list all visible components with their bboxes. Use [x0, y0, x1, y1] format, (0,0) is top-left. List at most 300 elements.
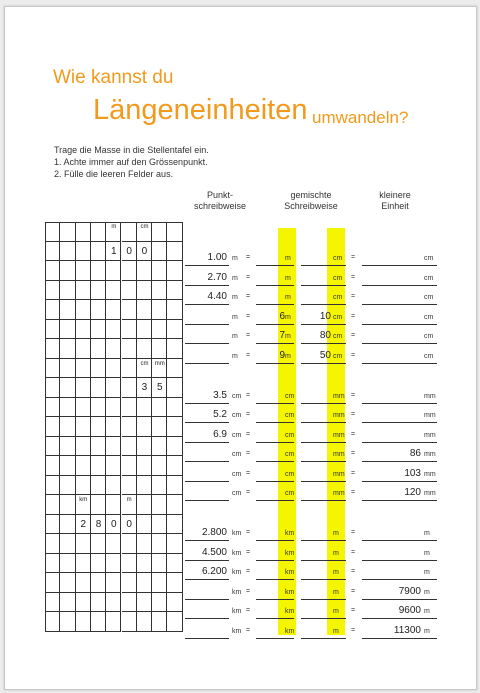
small-unit-answer-line[interactable] — [362, 540, 437, 541]
grid-cell[interactable] — [152, 398, 167, 418]
mixed-a-answer-line[interactable] — [256, 324, 294, 325]
grid-cell[interactable] — [167, 281, 182, 301]
grid-cell[interactable] — [167, 476, 182, 496]
mixed-b-unit: m — [333, 608, 339, 615]
instruction-3: 2. Fülle die leeren Felder aus. — [54, 169, 174, 179]
grid-cell[interactable] — [137, 437, 152, 457]
grid-cell[interactable] — [106, 534, 121, 554]
grid-cell[interactable] — [45, 612, 60, 632]
grid-cell[interactable] — [106, 476, 121, 496]
mixed-a-unit: cm — [285, 392, 295, 400]
grid-cell[interactable] — [122, 398, 137, 418]
grid-cell[interactable] — [106, 261, 121, 281]
grid-cell[interactable] — [76, 339, 91, 359]
grid-cell[interactable] — [152, 554, 167, 574]
grid-cell[interactable] — [45, 495, 60, 515]
grid-cell[interactable] — [106, 612, 121, 632]
grid-cell[interactable] — [152, 612, 167, 632]
mixed-a-answer-line[interactable] — [256, 304, 294, 305]
grid-cell[interactable] — [60, 281, 75, 301]
punkt-value: 2.800 — [201, 527, 227, 538]
equals-sign-1: = — [246, 587, 251, 595]
grid-cell[interactable] — [76, 378, 91, 398]
grid-cell[interactable] — [167, 515, 182, 535]
grid-cell[interactable] — [76, 281, 91, 301]
grid-cell[interactable] — [60, 573, 75, 593]
grid-cell[interactable] — [152, 222, 167, 242]
grid-cell[interactable] — [106, 554, 121, 574]
grid-cell[interactable] — [106, 359, 121, 379]
grid-cell[interactable] — [167, 398, 182, 418]
mixed-a-answer-line[interactable] — [256, 599, 294, 600]
grid-cell[interactable] — [60, 261, 75, 281]
mixed-a-unit: km — [285, 549, 295, 557]
mixed-a-value: 9 — [279, 349, 285, 361]
grid-cell[interactable] — [137, 554, 152, 574]
header-kleiner-line1: kleinere — [379, 190, 411, 200]
punkt-answer-line[interactable] — [185, 265, 229, 266]
grid-cell[interactable] — [167, 456, 182, 476]
grid-cell[interactable] — [60, 398, 75, 418]
grid-cell[interactable] — [45, 476, 60, 496]
mixed-b-answer-line[interactable] — [301, 579, 346, 580]
grid-cell[interactable] — [76, 242, 91, 262]
grid-cell[interactable] — [76, 612, 91, 632]
grid-cell[interactable] — [137, 261, 152, 281]
grid-cell[interactable] — [122, 534, 137, 554]
punkt-value: 6.9 — [213, 428, 227, 440]
grid-cell[interactable] — [137, 515, 152, 535]
grid-cell[interactable] — [152, 573, 167, 593]
grid-digit: 8 — [95, 518, 102, 530]
grid-cell[interactable] — [60, 339, 75, 359]
small-unit-answer-line[interactable] — [362, 422, 437, 423]
small-unit-answer-line[interactable] — [362, 500, 437, 501]
punkt-answer-line[interactable] — [185, 560, 229, 561]
mixed-a-unit: cm — [285, 470, 295, 478]
grid-cell[interactable] — [167, 320, 182, 340]
grid-cell[interactable] — [122, 417, 137, 437]
grid-cell[interactable] — [45, 222, 60, 242]
grid-cell[interactable] — [91, 261, 106, 281]
mixed-a-answer-line[interactable] — [256, 461, 294, 462]
grid-cell[interactable] — [60, 515, 75, 535]
grid-cell[interactable] — [167, 417, 182, 437]
grid-cell[interactable] — [45, 554, 60, 574]
grid-cell[interactable] — [45, 359, 60, 379]
grid-cell[interactable] — [152, 593, 167, 613]
small-unit-value: 9600 — [398, 605, 421, 616]
grid-cell[interactable] — [76, 534, 91, 554]
grid-cell[interactable] — [91, 593, 106, 613]
small-unit-label: mm — [424, 412, 436, 419]
small-unit-value: 11300 — [393, 624, 421, 636]
grid-cell[interactable] — [122, 437, 137, 457]
grid-cell[interactable] — [167, 534, 182, 554]
punkt-answer-line[interactable] — [185, 442, 229, 443]
mixed-b-unit: m — [333, 530, 339, 537]
equals-sign-1: = — [246, 411, 251, 418]
grid-cell[interactable] — [76, 261, 91, 281]
small-unit-answer-line[interactable] — [362, 285, 437, 286]
grid-cell[interactable] — [91, 495, 106, 515]
grid-unit-label: cm — [140, 224, 149, 230]
mixed-a-answer-line[interactable] — [256, 442, 294, 443]
grid-cell[interactable] — [60, 476, 75, 496]
grid-cell[interactable] — [167, 437, 182, 457]
worksheet-page — [4, 6, 477, 690]
grid-cell[interactable] — [60, 222, 75, 242]
mixed-b-answer-line[interactable] — [301, 265, 346, 266]
grid-cell[interactable] — [76, 222, 91, 242]
mixed-a-unit: m — [285, 352, 291, 360]
grid-cell[interactable] — [122, 320, 137, 340]
grid-cell[interactable] — [167, 261, 182, 281]
grid-cell[interactable] — [106, 339, 121, 359]
grid-cell[interactable] — [45, 534, 60, 554]
mixed-b-answer-line[interactable] — [301, 540, 346, 541]
grid-cell[interactable] — [152, 417, 167, 437]
mixed-a-unit: m — [285, 255, 291, 262]
grid-cell[interactable] — [76, 417, 91, 437]
grid-cell[interactable] — [167, 242, 182, 262]
grid-cell[interactable] — [106, 417, 121, 437]
equals-sign-2: = — [351, 293, 356, 300]
mixed-b-answer-line[interactable] — [301, 324, 346, 325]
grid-cell[interactable] — [76, 398, 91, 418]
mixed-a-unit: m — [285, 333, 291, 340]
grid-cell[interactable] — [91, 476, 106, 496]
grid-cell[interactable] — [122, 476, 137, 496]
grid-unit-label: m — [126, 497, 132, 503]
mixed-a-answer-line[interactable] — [256, 481, 294, 482]
equals-sign-1: = — [246, 626, 251, 634]
mixed-b-answer-line[interactable] — [301, 560, 346, 561]
grid-cell[interactable] — [152, 515, 167, 535]
grid-cell[interactable] — [152, 261, 167, 281]
equals-sign-1: = — [246, 548, 251, 556]
grid-cell[interactable] — [106, 593, 121, 613]
header-gemischt-line2: Schreibweise — [284, 201, 338, 211]
grid-cell[interactable] — [137, 281, 152, 301]
equals-sign-2: = — [351, 489, 356, 496]
grid-cell[interactable] — [76, 573, 91, 593]
punkt-answer-line[interactable] — [185, 403, 229, 404]
grid-cell[interactable] — [137, 456, 152, 476]
mixed-b-answer-line[interactable] — [301, 461, 346, 462]
punkt-answer-line[interactable] — [185, 618, 229, 619]
grid-cell[interactable] — [91, 534, 106, 554]
grid-cell[interactable] — [122, 261, 137, 281]
grid-cell[interactable] — [167, 222, 182, 242]
small-unit-label: mm — [424, 470, 436, 478]
punkt-answer-line[interactable] — [185, 579, 229, 580]
grid-cell[interactable] — [122, 222, 137, 242]
equals-sign-2: = — [351, 411, 356, 418]
mixed-b-unit: mm — [333, 392, 345, 400]
punkt-answer-line[interactable] — [185, 285, 229, 286]
grid-cell[interactable] — [91, 320, 106, 340]
grid-cell[interactable] — [91, 456, 106, 476]
grid-cell[interactable] — [167, 612, 182, 632]
grid-cell[interactable] — [60, 593, 75, 613]
grid-cell[interactable] — [122, 554, 137, 574]
grid-cell[interactable] — [91, 359, 106, 379]
grid-cell[interactable] — [45, 339, 60, 359]
mixed-b-answer-line[interactable] — [301, 618, 346, 619]
punkt-unit: cm — [232, 392, 242, 400]
grid-cell[interactable] — [167, 495, 182, 515]
small-unit-answer-line[interactable] — [362, 461, 437, 462]
grid-cell[interactable] — [60, 300, 75, 320]
grid-cell[interactable] — [152, 476, 167, 496]
grid-cell[interactable] — [45, 281, 60, 301]
grid-cell[interactable] — [137, 612, 152, 632]
grid-cell[interactable] — [91, 281, 106, 301]
grid-cell[interactable] — [60, 456, 75, 476]
mixed-a-value: 6 — [279, 310, 285, 322]
grid-cell[interactable] — [152, 437, 167, 457]
grid-cell[interactable] — [137, 417, 152, 437]
grid-cell[interactable] — [106, 456, 121, 476]
grid-cell[interactable] — [137, 398, 152, 418]
small-unit-answer-line[interactable] — [362, 481, 437, 482]
grid-cell[interactable] — [137, 476, 152, 496]
small-unit-answer-line[interactable] — [362, 343, 437, 344]
grid-cell[interactable] — [60, 554, 75, 574]
grid-cell[interactable] — [76, 320, 91, 340]
grid-cell[interactable] — [45, 261, 60, 281]
grid-cell[interactable] — [60, 320, 75, 340]
grid-cell[interactable] — [122, 612, 137, 632]
grid-cell[interactable] — [137, 573, 152, 593]
punkt-answer-line[interactable] — [185, 500, 229, 501]
mixed-b-answer-line[interactable] — [301, 442, 346, 443]
mixed-a-answer-line[interactable] — [256, 285, 294, 286]
grid-cell[interactable] — [45, 320, 60, 340]
grid-cell[interactable] — [106, 378, 121, 398]
grid-cell[interactable] — [167, 593, 182, 613]
punkt-answer-line[interactable] — [185, 363, 229, 364]
grid-cell[interactable] — [45, 515, 60, 535]
grid-cell[interactable] — [45, 242, 60, 262]
punkt-answer-line[interactable] — [185, 638, 229, 639]
mixed-b-answer-line[interactable] — [301, 638, 346, 639]
grid-cell[interactable] — [122, 339, 137, 359]
grid-unit-label: m — [111, 224, 117, 230]
grid-cell[interactable] — [60, 534, 75, 554]
grid-cell[interactable] — [91, 339, 106, 359]
grid-cell[interactable] — [76, 456, 91, 476]
header-gemischt-line1: gemischte — [290, 190, 332, 200]
small-unit-answer-line[interactable] — [362, 560, 437, 561]
grid-digit: 1 — [111, 245, 117, 257]
punkt-answer-line[interactable] — [185, 461, 229, 462]
grid-cell[interactable] — [106, 573, 121, 593]
mixed-a-answer-line[interactable] — [256, 265, 294, 266]
grid-cell[interactable] — [91, 398, 106, 418]
small-unit-answer-line[interactable] — [362, 403, 437, 404]
mixed-a-answer-line[interactable] — [256, 403, 294, 404]
grid-cell[interactable] — [106, 320, 121, 340]
punkt-value: 2.70 — [207, 271, 227, 283]
grid-cell[interactable] — [122, 359, 137, 379]
grid-cell[interactable] — [45, 573, 60, 593]
grid-cell[interactable] — [152, 281, 167, 301]
grid-cell[interactable] — [167, 300, 182, 320]
small-unit-answer-line[interactable] — [362, 442, 437, 443]
small-unit-value: 120 — [404, 487, 421, 498]
grid-cell[interactable] — [152, 242, 167, 262]
grid-cell[interactable] — [91, 378, 106, 398]
grid-cell[interactable] — [76, 359, 91, 379]
grid-cell[interactable] — [137, 495, 152, 515]
small-unit-label: m — [424, 588, 430, 596]
mixed-b-answer-line[interactable] — [301, 422, 346, 423]
grid-cell[interactable] — [60, 495, 75, 515]
grid-cell[interactable] — [91, 573, 106, 593]
grid-cell[interactable] — [137, 339, 152, 359]
grid-cell[interactable] — [106, 437, 121, 457]
mixed-b-answer-line[interactable] — [301, 285, 346, 286]
grid-cell[interactable] — [76, 300, 91, 320]
grid-cell[interactable] — [45, 437, 60, 457]
grid-cell[interactable] — [45, 300, 60, 320]
small-unit-answer-line[interactable] — [362, 618, 437, 619]
grid-cell[interactable] — [76, 476, 91, 496]
grid-cell[interactable] — [137, 534, 152, 554]
grid-cell[interactable] — [122, 593, 137, 613]
grid-cell[interactable] — [167, 554, 182, 574]
grid-cell[interactable] — [45, 593, 60, 613]
small-unit-answer-line[interactable] — [362, 599, 437, 600]
grid-cell[interactable] — [60, 437, 75, 457]
grid-cell[interactable] — [106, 281, 121, 301]
grid-cell[interactable] — [167, 359, 182, 379]
grid-cell[interactable] — [167, 378, 182, 398]
mixed-b-value: 10 — [319, 310, 331, 322]
small-unit-answer-line[interactable] — [362, 304, 437, 305]
mixed-a-unit: km — [285, 530, 295, 537]
header-kleinere-einheit — [360, 190, 430, 212]
grid-cell[interactable] — [152, 300, 167, 320]
grid-cell[interactable] — [76, 554, 91, 574]
grid-cell[interactable] — [91, 222, 106, 242]
punkt-answer-line[interactable] — [185, 422, 229, 423]
punkt-answer-line[interactable] — [185, 481, 229, 482]
punkt-value: 5.2 — [213, 409, 227, 420]
mixed-a-answer-line[interactable] — [256, 579, 294, 580]
punkt-answer-line[interactable] — [185, 343, 229, 344]
small-unit-answer-line[interactable] — [362, 324, 437, 325]
mixed-a-answer-line[interactable] — [256, 422, 294, 423]
mixed-b-answer-line[interactable] — [301, 599, 346, 600]
grid-cell[interactable] — [152, 456, 167, 476]
small-unit-label: mm — [424, 490, 436, 497]
equals-sign-2: = — [351, 391, 356, 399]
grid-cell[interactable] — [106, 398, 121, 418]
punkt-unit: cm — [232, 412, 242, 419]
grid-cell[interactable] — [60, 242, 75, 262]
mixed-b-answer-line[interactable] — [301, 403, 346, 404]
grid-cell[interactable] — [106, 300, 121, 320]
grid-cell[interactable] — [76, 593, 91, 613]
mixed-a-answer-line[interactable] — [256, 618, 294, 619]
mixed-a-unit: km — [285, 569, 295, 576]
mixed-a-answer-line[interactable] — [256, 638, 294, 639]
grid-cell[interactable] — [45, 378, 60, 398]
mixed-a-answer-line[interactable] — [256, 343, 294, 344]
grid-cell[interactable] — [60, 359, 75, 379]
grid-cell[interactable] — [91, 437, 106, 457]
grid-cell[interactable] — [122, 300, 137, 320]
mixed-b-answer-line[interactable] — [301, 500, 346, 501]
equals-sign-2: = — [351, 332, 356, 339]
mixed-b-answer-line[interactable] — [301, 481, 346, 482]
grid-cell[interactable] — [167, 573, 182, 593]
mixed-a-answer-line[interactable] — [256, 560, 294, 561]
mixed-a-unit: m — [285, 274, 291, 282]
mixed-b-answer-line[interactable] — [301, 304, 346, 305]
punkt-value: 6.200 — [201, 566, 227, 577]
grid-cell[interactable] — [60, 417, 75, 437]
grid-cell[interactable] — [152, 320, 167, 340]
grid-cell[interactable] — [137, 593, 152, 613]
grid-cell[interactable] — [60, 378, 75, 398]
small-unit-answer-line[interactable] — [362, 265, 437, 266]
grid-cell[interactable] — [91, 612, 106, 632]
grid-cell[interactable] — [152, 534, 167, 554]
mixed-a-answer-line[interactable] — [256, 540, 294, 541]
mixed-a-answer-line[interactable] — [256, 363, 294, 364]
grid-cell[interactable] — [91, 417, 106, 437]
grid-cell[interactable] — [122, 573, 137, 593]
grid-cell[interactable] — [122, 281, 137, 301]
grid-cell[interactable] — [91, 300, 106, 320]
grid-cell[interactable] — [60, 612, 75, 632]
mixed-b-answer-line[interactable] — [301, 343, 346, 344]
mixed-a-value: 7 — [279, 330, 285, 341]
grid-cell[interactable] — [76, 437, 91, 457]
small-unit-answer-line[interactable] — [362, 638, 437, 639]
grid-cell[interactable] — [152, 495, 167, 515]
grid-cell[interactable] — [122, 378, 137, 398]
mixed-b-value: 50 — [319, 349, 331, 361]
punkt-answer-line[interactable] — [185, 599, 229, 600]
grid-cell[interactable] — [45, 456, 60, 476]
grid-cell[interactable] — [45, 398, 60, 418]
grid-cell[interactable] — [137, 320, 152, 340]
punkt-answer-line[interactable] — [185, 324, 229, 325]
grid-cell[interactable] — [167, 339, 182, 359]
header-kleiner-line2: Einheit — [381, 201, 409, 211]
mixed-b-answer-line[interactable] — [301, 363, 346, 364]
grid-digit: 0 — [126, 518, 132, 530]
grid-cell[interactable] — [91, 554, 106, 574]
punkt-answer-line[interactable] — [185, 304, 229, 305]
small-unit-answer-line[interactable] — [362, 363, 437, 364]
title-line1: Wie kannst du — [53, 67, 174, 88]
mixed-a-answer-line[interactable] — [256, 500, 294, 501]
grid-cell[interactable] — [152, 339, 167, 359]
grid-cell[interactable] — [122, 456, 137, 476]
grid-cell[interactable] — [137, 300, 152, 320]
small-unit-answer-line[interactable] — [362, 579, 437, 580]
punkt-answer-line[interactable] — [185, 540, 229, 541]
grid-cell[interactable] — [91, 242, 106, 262]
grid-cell[interactable] — [106, 495, 121, 515]
grid-cell[interactable] — [45, 417, 60, 437]
